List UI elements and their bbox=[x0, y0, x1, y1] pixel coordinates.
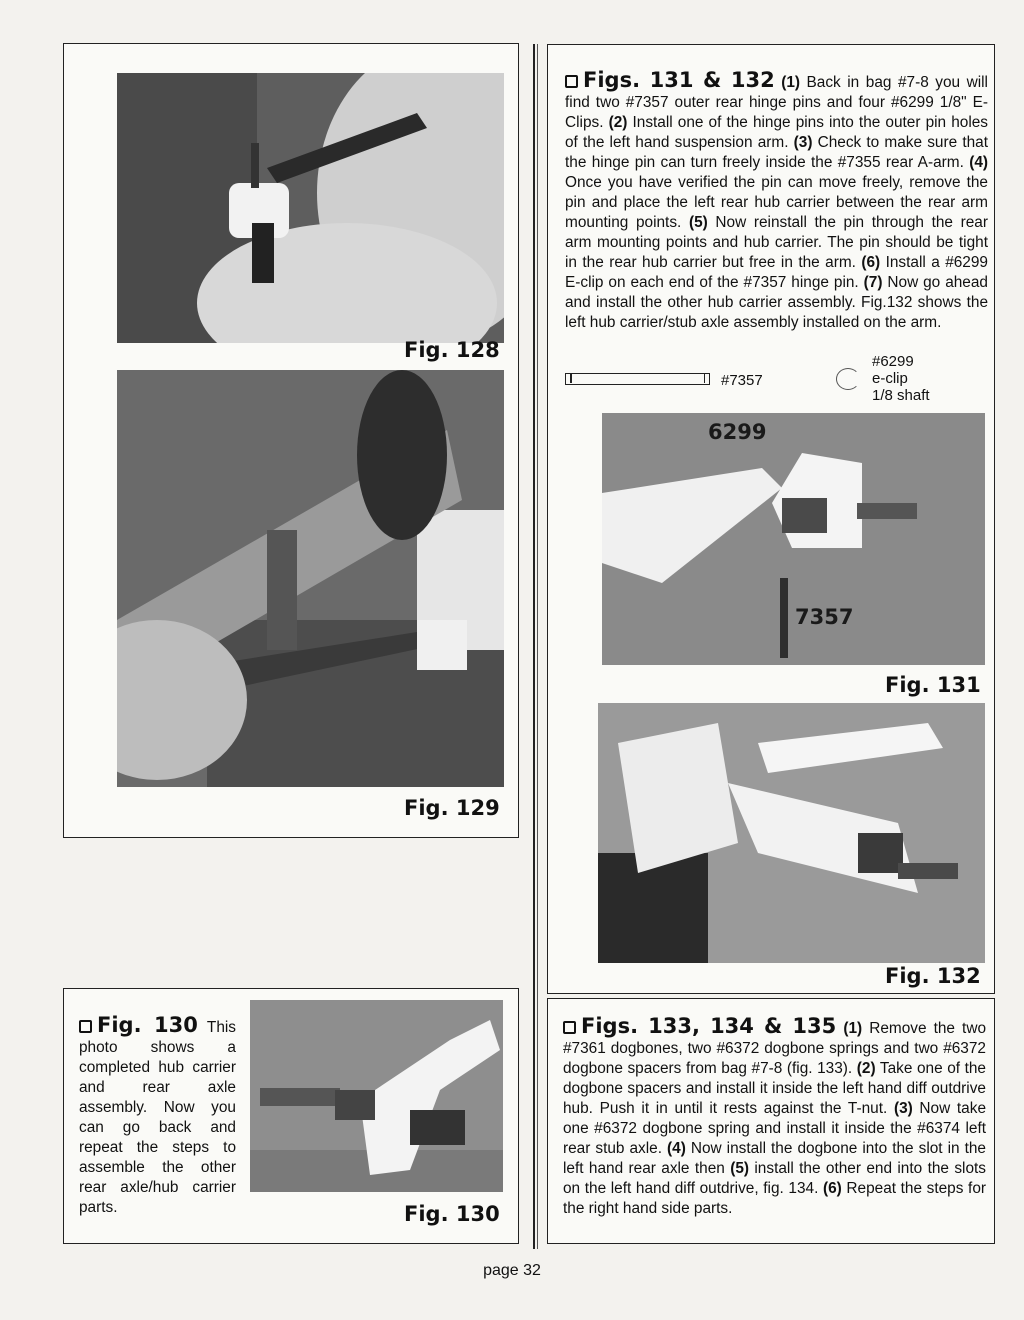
step-2-number: (2) bbox=[856, 1060, 876, 1077]
fig-130-description bbox=[79, 1015, 236, 1218]
e-clip-name: e-clip bbox=[872, 370, 908, 387]
photo-label-7357: 7357 bbox=[795, 605, 854, 629]
step-3-number: (3) bbox=[793, 134, 813, 151]
hinge-pin-drawing-icon bbox=[565, 373, 710, 385]
step-1-text: Back in bag #7-8 you will find two #7357 outer rear hinge pins and four #6299 1/8" E-Clips. bbox=[565, 74, 988, 131]
step-3-number: (3) bbox=[893, 1100, 913, 1117]
column-divider bbox=[533, 44, 535, 1249]
step-6-text: Repeat the steps for the right hand side parts. bbox=[563, 1180, 987, 1217]
caption-fig-132: Fig. 132 bbox=[885, 964, 981, 988]
step-4-text: Now install the dogbone into the slot in the left hand rear axle then bbox=[563, 1140, 986, 1177]
e-clip-number: #6299 bbox=[872, 353, 914, 370]
step-1-number: (1) bbox=[843, 1020, 863, 1037]
page-number: page 32 bbox=[483, 1262, 541, 1279]
step-2-text: Take one of the dogbone spacers and install it inside the left hand diff outdrive hub. Push it in until it rests against the T-nut. bbox=[563, 1060, 986, 1117]
e-clip-drawing-icon bbox=[836, 368, 860, 390]
fig-130-heading: Fig. 130 bbox=[97, 1013, 198, 1037]
step-1-text: Remove the two #7361 dogbones, two #6372 dogbone springs and two #6372 dogbone spacers from bag #7-8 (fig. 133). bbox=[563, 1020, 987, 1077]
step-5-text: install the other end into the slots on the left hand diff outdrive, fig. 134. bbox=[563, 1160, 986, 1197]
step-7-number: (7) bbox=[863, 274, 883, 291]
photo-fig-129 bbox=[117, 370, 504, 787]
photo-fig-130 bbox=[250, 1000, 503, 1192]
caption-fig-128: Fig. 128 bbox=[404, 338, 500, 362]
figs-133-135-instructions bbox=[563, 1016, 986, 1219]
photo-fig-128 bbox=[117, 73, 504, 343]
photo-fig-132 bbox=[598, 703, 985, 963]
photo-fig-131 bbox=[602, 413, 985, 665]
step-7-text: Now go ahead and install the other hub carrier assembly. Fig.132 shows the left hub carrier/stub axle assembly installed on the arm. bbox=[565, 274, 988, 331]
figs-131-132-instructions bbox=[565, 70, 988, 333]
step-5-text: Now reinstall the pin through the rear arm mounting points and hub carrier. The pin should be tight in the rear hub carrier but free in the arm. bbox=[565, 214, 988, 271]
figs-133-135-heading: Figs. 133, 134 & 135 bbox=[581, 1014, 837, 1038]
step-6-text: Install a #6299 E-clip on each end of the #7357 hinge pin. bbox=[565, 254, 988, 291]
step-2-number: (2) bbox=[608, 114, 628, 131]
step-3-text: Check to make sure that the hinge pin can turn freely inside the #7355 rear A-arm. bbox=[565, 134, 988, 171]
step-4-text: Once you have verified the pin can move freely, remove the pin and place the left rear hub carrier between the rear arm mounting points. bbox=[565, 174, 988, 231]
caption-fig-130: Fig. 130 bbox=[404, 1202, 500, 1226]
fig-130-body: This photo shows a completed hub carrier and rear axle assembly. Now you can go back and repeat the steps to assemble the other rear axle/hub carrier parts. bbox=[79, 1019, 236, 1216]
step-2-text: Install one of the hinge pins into the outer pin holes of the left hand suspension arm. bbox=[565, 114, 988, 151]
checkbox-icon[interactable] bbox=[565, 75, 578, 88]
photo-label-6299: 6299 bbox=[708, 420, 767, 444]
step-5-number: (5) bbox=[688, 214, 708, 231]
caption-fig-131: Fig. 131 bbox=[885, 673, 981, 697]
step-6-number: (6) bbox=[822, 1180, 842, 1197]
hinge-pin-label: #7357 bbox=[721, 372, 763, 389]
step-4-number: (4) bbox=[667, 1140, 686, 1157]
checkbox-icon[interactable] bbox=[563, 1021, 576, 1034]
step-1-number: (1) bbox=[781, 74, 801, 91]
step-5-number: (5) bbox=[730, 1160, 750, 1177]
column-divider-inner bbox=[537, 44, 538, 1249]
e-clip-size: 1/8 shaft bbox=[872, 387, 930, 404]
checkbox-icon[interactable] bbox=[79, 1020, 92, 1033]
step-4-number: (4) bbox=[969, 154, 988, 171]
figs-131-132-heading: Figs. 131 & 132 bbox=[583, 68, 775, 92]
step-6-number: (6) bbox=[861, 254, 881, 271]
step-3-text: Now take one #6372 dogbone spring and install it inside the #6374 left rear stub axle. bbox=[563, 1100, 986, 1157]
caption-fig-129: Fig. 129 bbox=[404, 796, 500, 820]
